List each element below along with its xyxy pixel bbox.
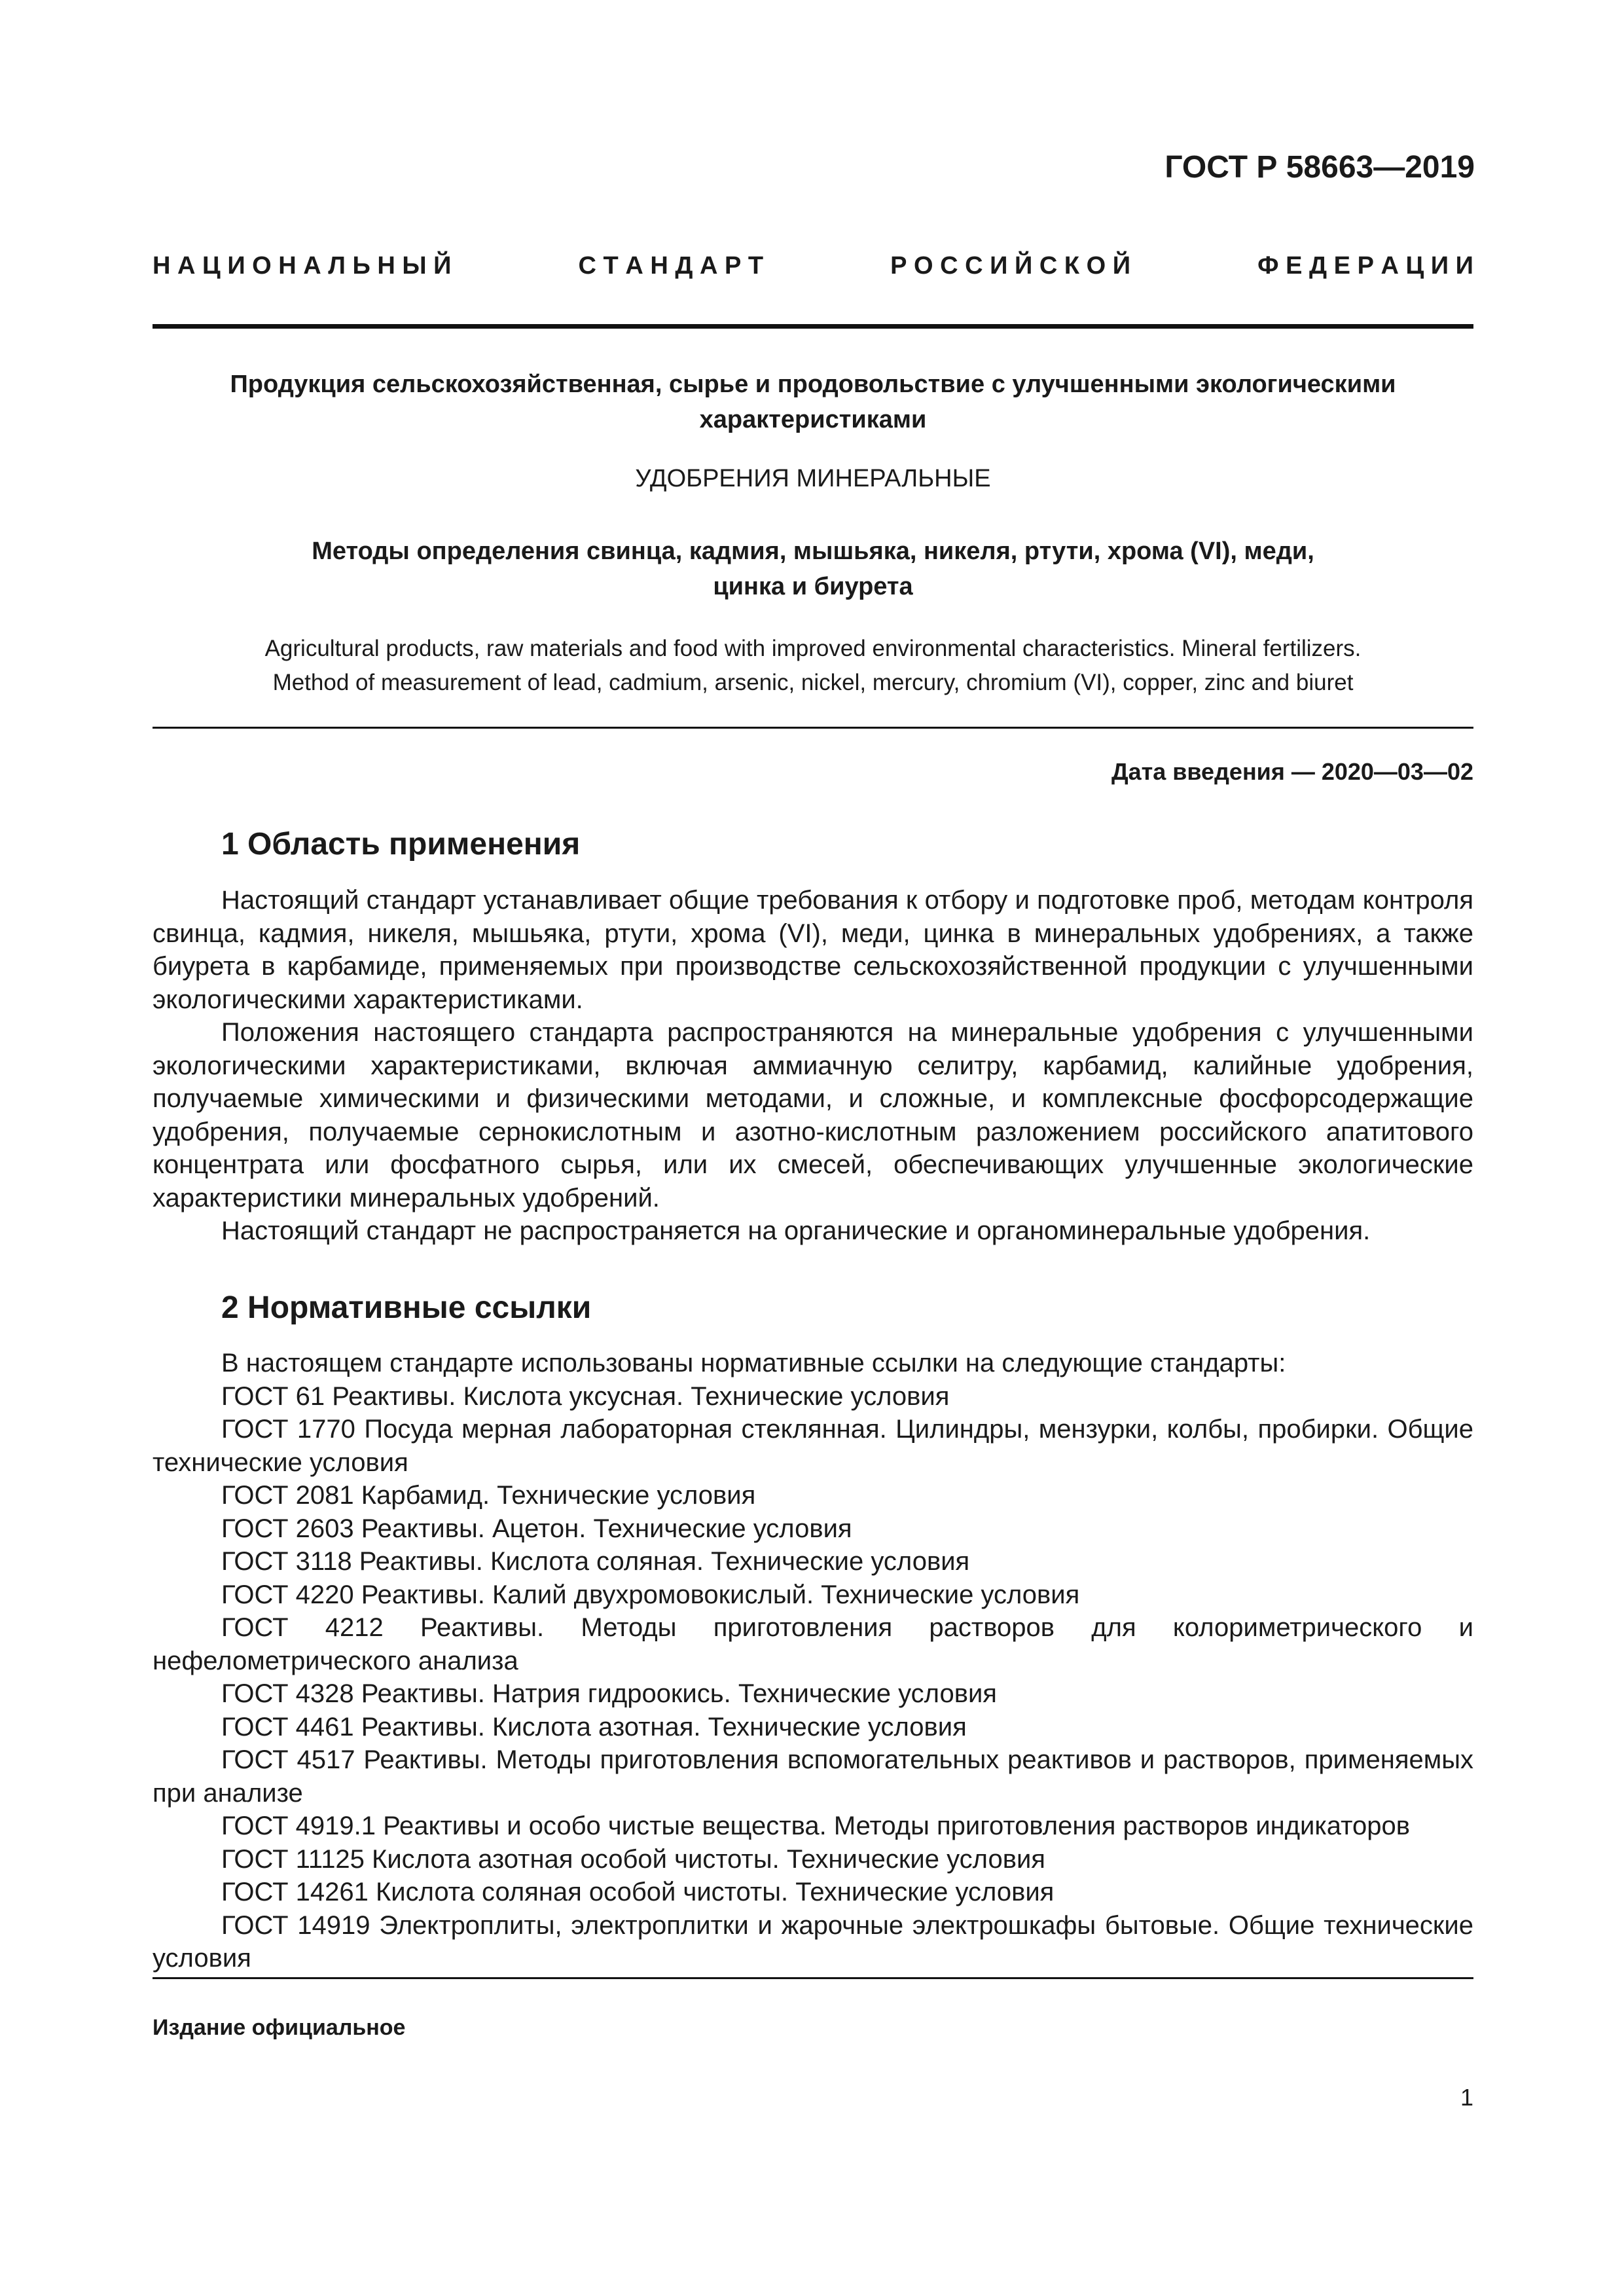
banner-word: С Т А Н Д А Р Т [578, 252, 764, 280]
title-line: Продукция сельскохозяйственная, сырье и продовольствие с улучшенными экологическими [230, 371, 1396, 398]
header-divider [153, 324, 1473, 329]
standard-heading: УДОБРЕНИЯ МИНЕРАЛЬНЫЕ [635, 465, 991, 492]
normative-reference: ГОСТ 61 Реактивы. Кислота уксусная. Технические условия [221, 1381, 950, 1411]
section-1-heading: 1 Область применения [221, 827, 581, 862]
normative-reference: ГОСТ 2081 Карбамид. Технические условия [221, 1481, 756, 1510]
normative-reference: ГОСТ 4517 Реактивы. Методы приготовления вспомогательных реактивов и растворов, применяемых при анализе [153, 1745, 1473, 1808]
title-line: характеристиками [699, 406, 927, 433]
document-number: ГОСТ Р 58663—2019 [1164, 150, 1475, 185]
footer-divider [153, 1977, 1473, 1979]
national-standard-banner [153, 252, 1473, 280]
introduction-date: Дата введения — 2020—03—02 [1111, 758, 1473, 785]
normative-reference: ГОСТ 4919.1 Реактивы и особо чистые вещества. Методы приготовления растворов индикаторов [221, 1812, 1410, 1840]
english-title-line: Method of measurement of lead, cadmium, arsenic, nickel, mercury, chromium (VI), copper, zinc and biuret [272, 670, 1354, 695]
normative-reference: ГОСТ 11125 Кислота азотная особой чистоты. Технические условия [221, 1844, 1045, 1874]
paragraph: Положения настоящего стандарта распространяются на минеральные удобрения с улучшенными экологическими характеристиками, включая аммиачную селитру, карбамид, калийные удобрения, получаемые химическими и физическими методами, и сложные, и комплексные фосфорсодержащие удобрения, получаемые сернокислотным и азотно-кислотным разложением российского апатитового концентрата или фосфатного сырья, или их смесей, обеспечивающих улучшенные экологические характеристики минеральных удобрений. [153, 1018, 1473, 1212]
paragraph: Настоящий стандарт не распространяется на органические и органоминеральные удобрения. [221, 1216, 1371, 1245]
normative-reference: ГОСТ 4328 Реактивы. Натрия гидроокись. Технические условия [221, 1679, 997, 1708]
section-2-heading: 2 Нормативные ссылки [221, 1290, 592, 1325]
section-2-body [153, 1347, 1473, 1975]
normative-reference: ГОСТ 2603 Реактивы. Ацетон. Технические условия [221, 1514, 852, 1543]
normative-reference: ГОСТ 3118 Реактивы. Кислота соляная. Технические условия [221, 1547, 970, 1576]
paragraph: Настоящий стандарт устанавливает общие требования к отбору и подготовке проб, методам контроля свинца, кадмия, никеля, мышьяка, ртути, хрома (VI), меди, цинка в минеральных удобрениях, а также биурета в карбамиде, применяемых при производстве сельскохозяйственной продукции с улучшенными экологическими характеристиками. [153, 886, 1473, 1014]
english-title-line: Agricultural products, raw materials and food with improved environmental characteristics. Mineral fertilizers. [264, 636, 1362, 661]
banner-word: Н А Ц И О Н А Л Ь Н Ы Й [153, 252, 452, 280]
english-title [153, 632, 1473, 700]
standard-title [153, 367, 1473, 437]
subtitle-line: Методы определения свинца, кадмия, мышьяка, никеля, ртути, хрома (VI), меди, [312, 538, 1314, 565]
paragraph: В настоящем стандарте использованы нормативные ссылки на следующие стандарты: [221, 1349, 1286, 1377]
page-number: 1 [1460, 2084, 1473, 2111]
normative-reference: ГОСТ 14261 Кислота соляная особой чистоты. Технические условия [221, 1878, 1055, 1906]
banner-word: Р О С С И Й С К О Й [890, 252, 1131, 280]
normative-reference: ГОСТ 1770 Посуда мерная лабораторная стеклянная. Цилиндры, мензурки, колбы, пробирки. Общие технические условия [153, 1415, 1473, 1477]
section-1-body [153, 884, 1473, 1248]
normative-reference: ГОСТ 14919 Электроплиты, электроплитки и жарочные электрошкафы бытовые. Общие технические условия [153, 1910, 1473, 1973]
normative-reference: ГОСТ 4461 Реактивы. Кислота азотная. Технические условия [221, 1712, 967, 1741]
normative-reference: ГОСТ 4212 Реактивы. Методы приготовления растворов для колориметрического и нефелометрического анализа [153, 1613, 1473, 1675]
normative-reference: ГОСТ 4220 Реактивы. Калий двухромовокислый. Технические условия [221, 1580, 1080, 1609]
standard-subtitle [153, 534, 1473, 604]
subtitle-line: цинка и биурета [713, 573, 913, 600]
title-divider [153, 727, 1473, 729]
edition-label: Издание официальное [153, 2015, 406, 2040]
banner-word: Ф Е Д Е Р А Ц И И [1257, 252, 1473, 280]
